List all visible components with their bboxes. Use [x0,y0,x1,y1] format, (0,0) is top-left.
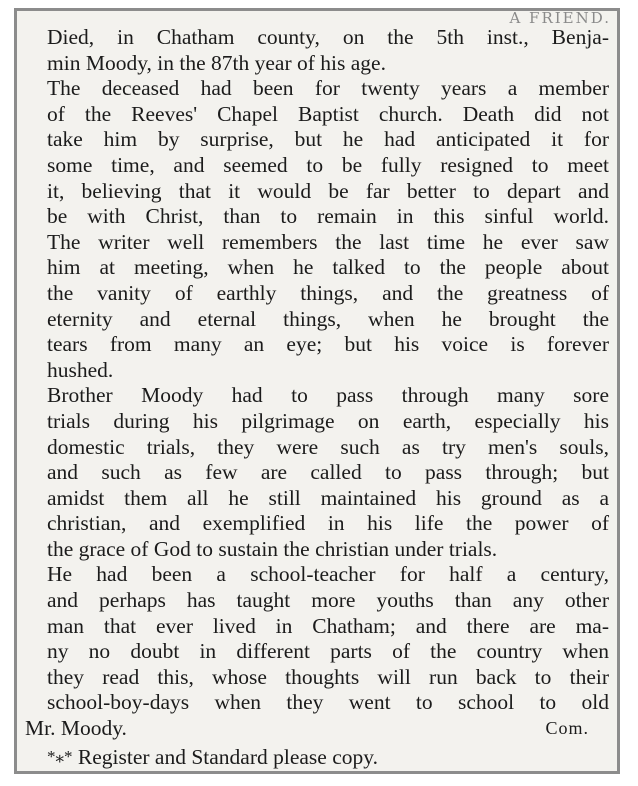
text-line: hushed. [47,357,114,382]
signature: Com. [545,718,589,739]
text-line: trials during his pilgrimage on earth, especially his [47,408,609,433]
text-line: tears from many an eye; but his voice is forever [47,332,609,357]
copy-request-text: Register and Standard please copy. [77,744,378,769]
text-line: of the Reeves' Chapel Baptist church. Death did not [47,101,609,126]
closing-line: Mr. Moody. [25,716,127,741]
text-line: eternity and eternal things, when he brought the [47,306,609,331]
text-line: ny no doubt in different parts of the country when [47,639,609,664]
text-line: man that ever lived in Chatham; and there are ma- [47,613,609,638]
cut-off-header-text: A FRIEND. [509,11,611,27]
obituary-article [25,25,609,770]
text-line: Died, in Chatham county, on the 5th inst., Benja- [47,25,609,49]
text-line: and perhaps has taught more youths than any other [47,588,609,613]
newspaper-clipping [14,8,620,774]
text-line: school-boy-days when they went to school to old [47,690,609,715]
asterism-icon: *⁎* [47,746,73,766]
text-line: be with Christ, than to remain in this sinful world. [47,204,609,229]
text-line: He had been a school-teacher for half a century, [47,562,609,587]
paragraph-church-membership [25,76,609,383]
text-line: min Moody, in the 87th year of his age. [47,50,386,75]
text-line: the vanity of earthly things, and the greatness of [47,280,609,305]
text-line: christian, and exemplified in his life the power of [47,511,609,536]
text-line: the grace of God to sustain the christian under trials. [47,536,498,561]
text-line: take him by surprise, but he had anticipated it for [47,127,609,152]
text-line: some time, and seemed to be fully resigned to meet [47,152,609,177]
text-line: The deceased had been for twenty years a member [47,76,609,101]
text-line: and such as few are called to pass through; but [47,460,609,485]
copy-request-note [25,744,609,771]
text-line: domestic trials, they were such as try men's souls, [47,434,609,459]
closing-row [25,716,609,742]
text-line: Brother Moody had to pass through many sore [47,383,609,408]
text-line: The writer well remembers the last time he ever saw [47,229,609,254]
text-line: him at meeting, when he talked to the people about [47,255,609,280]
text-line: it, believing that it would be far better to depart and [47,178,609,203]
paragraph-school-teacher [25,562,609,716]
paragraph-death-notice [25,25,609,76]
text-line: amidst them all he still maintained his ground as a [47,485,609,510]
text-line: they read this, whose thoughts will run back to their [47,664,609,689]
paragraph-trials [25,383,609,562]
